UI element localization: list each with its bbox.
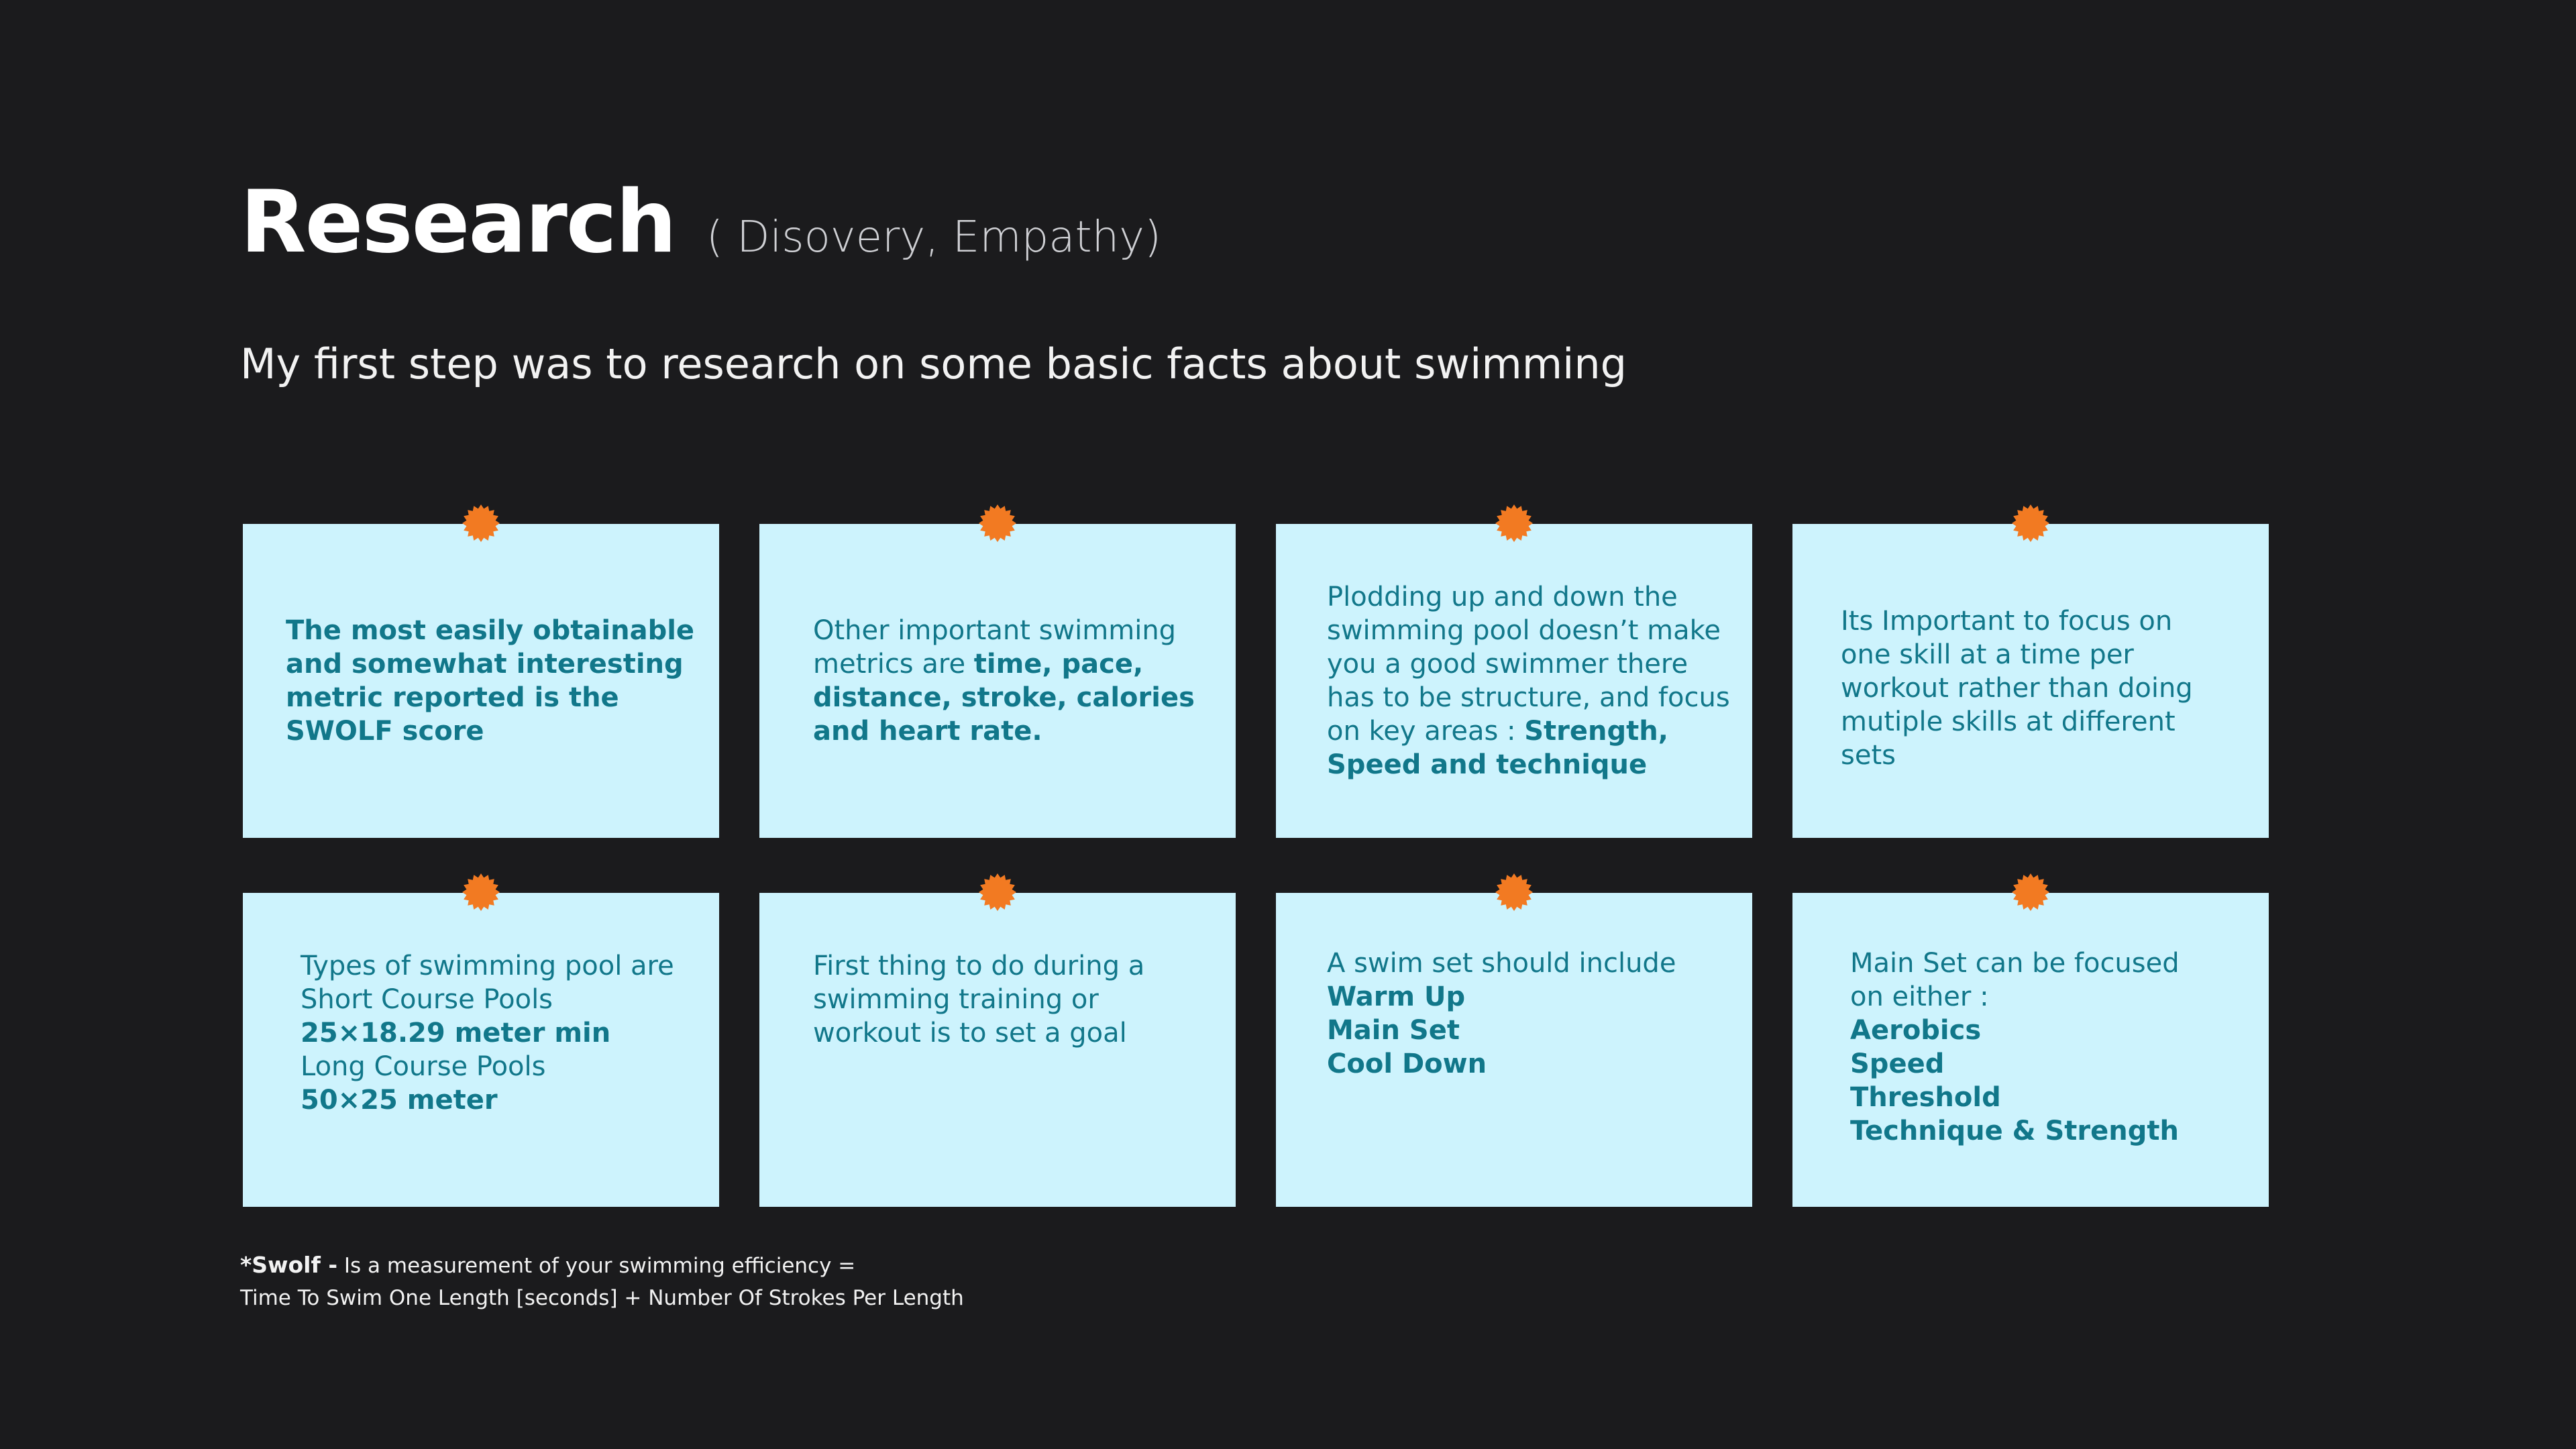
note-card-line: [1850, 947, 2180, 980]
note-card-line: [1841, 705, 2193, 739]
pushpin-icon: [1495, 504, 1534, 543]
footnote: [240, 1249, 964, 1314]
pushpin-icon: [1495, 873, 1534, 912]
note-card-line: [1327, 614, 1730, 647]
page-title: Research: [240, 172, 676, 272]
note-card-line: [286, 614, 694, 647]
note-card-line: [286, 647, 694, 681]
note-card-plain-text: mutiple skills at different: [1841, 706, 2176, 737]
note-card-line: [813, 983, 1144, 1016]
note-card-plain-text: workout is to set a goal: [813, 1018, 1127, 1049]
note-card-line: [301, 1016, 674, 1050]
note-card-line: [1850, 1114, 2180, 1148]
footnote-key: *Swolf -: [240, 1252, 338, 1278]
note-card-text: [301, 949, 674, 1117]
note-card-line: [1850, 1047, 2180, 1081]
note-card-plain-text: First thing to do during a: [813, 951, 1145, 981]
note-card-plain-text: Plodding up and down the: [1327, 582, 1678, 612]
note-card-line: [1841, 638, 2193, 672]
note-card-plain-text: one skill at a time per: [1841, 639, 2134, 670]
note-card-line: [301, 983, 674, 1016]
note-card-plain-text: Its Important to focus on: [1841, 606, 2173, 637]
note-card-bold-text: 25×18.29 meter min: [301, 1018, 611, 1049]
note-card-bold-text: Cool Down: [1327, 1049, 1487, 1079]
note-card-line: [813, 1016, 1144, 1050]
note-card-line: [813, 714, 1195, 748]
note-card-line: [286, 714, 694, 748]
pushpin-icon: [2011, 504, 2050, 543]
footnote-definition: Is a measurement of your swimming efficiency =: [337, 1254, 856, 1278]
note-card-bold-text: Threshold: [1850, 1082, 2001, 1113]
note-card-plain-text: on key areas :: [1327, 716, 1525, 747]
pushpin-icon: [978, 873, 1017, 912]
note-card-5: [243, 893, 719, 1207]
note-card-bold-text: The most easily obtainable: [286, 615, 695, 646]
note-card-plain-text: Other important swimming: [813, 615, 1177, 646]
page-subtitle: ( Disovery, Empathy): [706, 213, 1161, 262]
note-card-bold-text: and heart rate.: [813, 716, 1042, 747]
note-card-bold-text: Aerobics: [1850, 1015, 1982, 1046]
note-card-text: [813, 949, 1144, 1050]
note-card-line: [1327, 1014, 1676, 1047]
pushpin-icon: [978, 504, 1017, 543]
note-card-bold-text: Technique & Strength: [1850, 1116, 2179, 1146]
note-card-bold-text: SWOLF score: [286, 716, 484, 747]
note-card-text: [1327, 580, 1730, 782]
note-card-plain-text: has to be structure, and focus: [1327, 682, 1730, 713]
note-card-line: [1841, 604, 2193, 638]
note-card-line: [1327, 647, 1730, 681]
note-card-bold-text: Warm Up: [1327, 981, 1466, 1012]
note-card-line: [813, 681, 1195, 714]
note-card-plain-text: metrics are: [813, 649, 974, 680]
note-card-line: [1850, 1081, 2180, 1114]
note-card-plain-text: Main Set can be focused: [1850, 948, 2180, 979]
footnote-definition-line: [240, 1249, 964, 1282]
note-card-plain-text: A swim set should include: [1327, 948, 1676, 979]
pushpin-icon: [2011, 873, 2050, 912]
note-card-bold-text: Strength,: [1524, 716, 1668, 747]
note-card-plain-text: swimming pool doesn’t make: [1327, 615, 1721, 646]
note-card-6: [759, 893, 1236, 1207]
note-card-plain-text: Short Course Pools: [301, 984, 553, 1015]
note-card-plain-text: swimming training or: [813, 984, 1099, 1015]
note-card-plain-text: Long Course Pools: [301, 1051, 546, 1082]
note-card-line: [1327, 580, 1730, 614]
note-card-2: [759, 524, 1236, 838]
note-card-plain-text: workout rather than doing: [1841, 673, 2193, 704]
note-card-line: [1327, 681, 1730, 714]
note-card-text: [1850, 947, 2180, 1148]
note-card-3: [1276, 524, 1752, 838]
note-card-line: [301, 1050, 674, 1083]
note-card-line: [813, 949, 1144, 983]
note-card-plain-text: Types of swimming pool are: [301, 951, 674, 981]
note-card-text: [286, 614, 694, 748]
note-card-text: [813, 614, 1195, 748]
note-card-bold-text: time, pace,: [973, 649, 1144, 680]
lead-text: My first step was to research on some basic facts about swimming: [240, 339, 1627, 388]
note-card-bold-text: Speed and technique: [1327, 749, 1648, 780]
note-card-line: [1841, 672, 2193, 705]
note-card-line: [813, 647, 1195, 681]
pushpin-icon: [462, 873, 500, 912]
note-card-line: [286, 681, 694, 714]
title-row: [240, 172, 1161, 272]
note-card-line: [301, 1083, 674, 1117]
note-card-line: [301, 949, 674, 983]
note-card-7: [1276, 893, 1752, 1207]
note-card-line: [1841, 739, 2193, 772]
note-card-4: [1792, 524, 2269, 838]
note-card-text: [1841, 604, 2193, 772]
note-card-bold-text: distance, stroke, calories: [813, 682, 1195, 713]
note-card-line: [813, 614, 1195, 647]
note-card-bold-text: Main Set: [1327, 1015, 1460, 1046]
note-card-plain-text: you a good swimmer there: [1327, 649, 1688, 680]
footnote-formula: Time To Swim One Length [seconds] + Number Of Strokes Per Length: [240, 1286, 964, 1310]
note-card-bold-text: Speed: [1850, 1049, 1945, 1079]
note-card-plain-text: sets: [1841, 740, 1896, 771]
note-card-line: [1327, 980, 1676, 1014]
note-card-bold-text: 50×25 meter: [301, 1085, 498, 1116]
note-card-line: [1327, 1047, 1676, 1081]
note-card-line: [1327, 947, 1676, 980]
pushpin-icon: [462, 504, 500, 543]
note-card-text: [1327, 947, 1676, 1081]
note-card-line: [1327, 714, 1730, 748]
note-card-bold-text: metric reported is the: [286, 682, 619, 713]
note-card-line: [1327, 748, 1730, 782]
note-card-line: [1850, 1014, 2180, 1047]
note-card-1: [243, 524, 719, 838]
note-card-8: [1792, 893, 2269, 1207]
note-card-bold-text: and somewhat interesting: [286, 649, 684, 680]
note-card-plain-text: on either :: [1850, 981, 1989, 1012]
note-card-line: [1850, 980, 2180, 1014]
